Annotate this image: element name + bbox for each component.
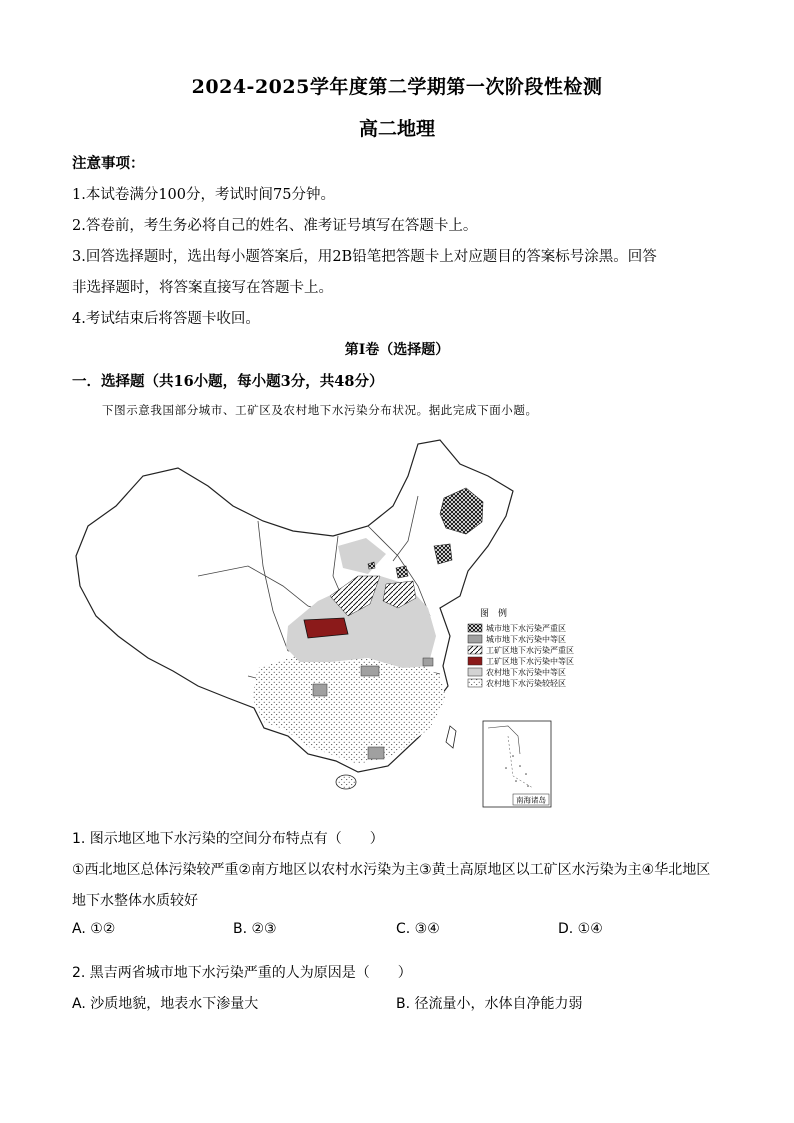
question-1-stem: 1. 图示地区地下水污染的空间分布特点有（ ） — [72, 831, 384, 847]
question-1-detail: 地下水整体水质较好 — [72, 893, 198, 909]
q2-option-a: A. 沙质地貌，地表水下渗量大 — [72, 996, 259, 1012]
q1-option-b: B. ②③ — [233, 921, 277, 937]
legend-label: 工矿区地下水污染严重区 — [486, 646, 574, 655]
q1-option-d: D. ①④ — [558, 921, 603, 937]
legend-swatch-industrial-severe — [468, 646, 482, 654]
question-1-detail: ①西北地区总体污染较严重②南方地区以农村水污染为主③黄土高原地区以工矿区水污染为主④华北地区 — [72, 862, 711, 878]
q2-option-b: B. 径流量小，水体自净能力弱 — [396, 996, 583, 1012]
notice-item: 1.本试卷满分100分，考试时间75分钟。 — [72, 187, 335, 203]
legend-swatch-rural-light — [468, 679, 482, 687]
volume-heading: 第I卷（选择题） — [344, 342, 450, 358]
notice-item: 4.考试结束后将答题卡收回。 — [72, 311, 260, 327]
legend-label: 农村地下水污染中等区 — [486, 668, 566, 677]
notice-item: 3.回答选择题时，选出每小题答案后，用2B铅笔把答题卡上对应题目的答案标号涂黑。回答 — [72, 249, 657, 265]
map-legend — [468, 607, 574, 688]
notice-heading: 注意事项： — [72, 155, 145, 172]
legend-swatch-city-medium — [468, 635, 482, 643]
legend-swatch-industrial-medium — [468, 657, 482, 665]
industrial-medium-region — [304, 618, 348, 638]
notice-item: 2.答卷前，考生务必将自己的姓名、准考证号填写在答题卡上。 — [72, 218, 478, 234]
subject-title: 高二地理 — [358, 118, 435, 140]
legend-label: 工矿区地下水污染中等区 — [486, 657, 574, 666]
q1-option-c: C. ③④ — [396, 921, 440, 937]
question-2-stem: 2. 黑吉两省城市地下水污染严重的人为原因是（ ） — [72, 965, 412, 981]
legend-title: 图 例 — [480, 609, 508, 619]
question-intro: 下图示意我国部分城市、工矿区及农村地下水污染分布状况。据此完成下面小题。 — [102, 403, 538, 417]
taiwan-island — [446, 726, 456, 748]
inset-label: 南海诸岛 — [516, 795, 546, 805]
q1-option-a: A. ①② — [72, 921, 116, 937]
legend-swatch-rural-medium — [468, 668, 482, 676]
south-china-sea-inset — [483, 721, 551, 807]
legend-label: 城市地下水污染严重区 — [486, 624, 566, 633]
legend-label: 农村地下水污染较轻区 — [486, 679, 566, 688]
legend-swatch-city-severe — [468, 624, 482, 632]
legend-label: 城市地下水污染中等区 — [486, 635, 566, 644]
exam-title: 2024-2025学年度第二学期第一次阶段性检测 — [191, 76, 603, 98]
section-heading: 一．选择题（共16小题，每小题3分，共48分） — [72, 373, 384, 390]
hainan-island — [336, 775, 356, 789]
pollution-map — [68, 436, 588, 812]
notice-item: 非选择题时，将答案直接写在答题卡上。 — [72, 280, 333, 296]
